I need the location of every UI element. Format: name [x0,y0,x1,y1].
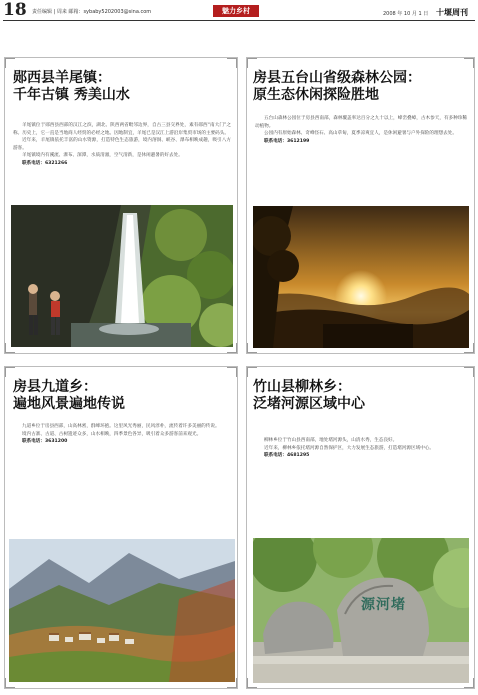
corner-mark [4,57,15,68]
article-paragraph: 柳林乡位于竹山县西南部，地处堵河源头，山清水秀，生态良好。 [264,438,398,443]
corner-mark [464,57,475,68]
article-body [13,122,231,202]
article-body [13,423,231,531]
title-line-2: 遍地风景遍地传说 [13,396,125,412]
stone-inscription: 源河堵 [361,597,406,613]
article-body [255,437,467,535]
mountain-village-photo [9,539,235,682]
article-title [253,70,421,104]
title-line-1: 房县九道乡： [13,379,97,395]
article-card-jiudao [4,366,238,689]
corner-mark [227,366,238,377]
article-paragraph: 五台山森林公园位于房县西南部，森林覆盖率达百分之九十以上，峰峦叠嶂，古木参天，有多种珍稀动植物。 [255,116,467,129]
contact-phone: 联系电话：4681295 [264,453,310,459]
title-line-2: 千年古镇 秀美山水 [13,87,130,103]
article-title [13,379,125,413]
issue-date: 2008 年 10 月 1 日 [383,11,429,17]
editor-info: 责任编辑 | 周来 邮箱：sybaby5202003@sina.com [32,9,152,15]
article-title [253,379,365,413]
page-number: 18 [3,0,27,20]
contact-phone: 联系电话：6321266 [22,160,68,166]
title-line-1: 郧西县羊尾镇： [13,70,111,86]
title-line-1: 竹山县柳林乡： [253,379,351,395]
title-line-2: 原生态休闲探险胜地 [253,87,379,103]
waterfall-photo [11,205,233,347]
corner-mark [227,57,238,68]
corner-mark [4,366,15,377]
corner-mark [246,366,257,377]
article-paragraph: 公园内有原始森林、奇峰怪石、高山草甸，夏季凉爽宜人，是休闲避暑与户外探险的理想去处。 [264,131,457,137]
title-line-2: 泛堵河源区域中心 [253,396,365,412]
section-badge: 魅力乡村 [213,5,259,17]
duheyuan-stone-photo [253,538,469,683]
header-rule [3,20,475,21]
article-card-liulin [246,366,475,689]
page-header [0,0,478,22]
article-paragraph: 羊尾镇境内有溪流、瀑布、深潭，水质清澈，空气清新，是休闲避暑的好去处。 [22,153,183,159]
sunset-photo [253,206,469,348]
article-paragraph: 九道乡位于房县西部，山高林密，群峰环抱。这里风光秀丽，民风淳朴，流传着许多美丽的传说。 [22,424,220,429]
paper-name: 十堰周刊 [436,8,468,17]
corner-mark [246,57,257,68]
contact-phone: 联系电话：3631200 [22,439,68,445]
corner-mark [464,366,475,377]
article-paragraph: 近年来，羊尾镇依托丰富的山水资源，打造特色生态旅游，境内溶洞、峡谷、瀑布相映成趣，吸引八方游客。 [13,138,231,151]
article-paragraph: 羊尾镇位于郧西县西部的汉江之滨，湖北、陕西两省毗邻边界，自古三县交界处，素有郧西“南大门”之称。历史上，它一直是当地商人经贸的必经之地。因地制宜，羊尾已是汉江上游沿岸集贸市场的主要码头。 [13,123,231,136]
article-card-wutaishan [246,57,475,354]
contact-phone: 联系电话：3612199 [264,138,310,144]
article-card-yangwei [4,57,238,354]
article-body [255,115,467,201]
article-paragraph: 境内古寨、古道、古树遗迹众多，山水相映，四季景色各异，吸引着众多游客前来观光。 [22,431,202,437]
title-line-1: 房县五台山省级森林公园： [253,70,421,86]
article-title [13,70,130,104]
article-paragraph: 近年来，柳林乡依托堵河源自然保护区，大力发展生态旅游，打造堵河源区域中心。 [264,445,434,451]
